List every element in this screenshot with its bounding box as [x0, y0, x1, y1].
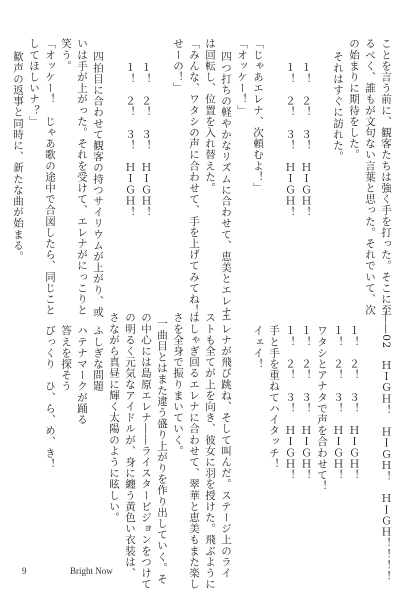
- text-line: さながら真昼に輝く太陽のように眩しい。: [108, 312, 120, 523]
- text-line: の始まりに期待をした。: [348, 38, 360, 161]
- running-title: Bright Now: [70, 566, 113, 576]
- text-line: １！ ２！ ３！ ＨＩＧＨ！: [300, 62, 312, 218]
- text-line: 歓声の返事と同時に、新たな曲が始まる。: [12, 51, 24, 262]
- song-title-line: ――02 ＨＩＧＨ！ ＨＩＧＨ！ ＨＩＧＨ！！！！: [380, 312, 392, 582]
- text-line: るべく、誰もが文句ない言葉と思った。それでいて、次: [364, 38, 376, 316]
- text-line: 「オッケー！ じゃあ歌の途中で合図したら、同じこと: [44, 38, 56, 316]
- text-line: ことを言う前に、観客たちは強く手を打った。そこに至: [380, 38, 392, 316]
- lyric-line: ハテナマークが踊る: [76, 325, 88, 425]
- lyric-line: ふしぎな問題: [92, 325, 104, 392]
- text-line: １！ ２！ ３！ ＨＩＧＨ！: [348, 325, 360, 481]
- text-line: 手と手を重ねてハイタッチ！: [268, 325, 280, 470]
- text-line: 四拍目に合わせて観客の持つサイリウムが上がり、或: [92, 51, 104, 318]
- text-line: ワタシとアナタで声を合わせて！: [316, 325, 328, 492]
- text-line: それはすぐに訪れた。: [332, 51, 344, 162]
- text-line: の明るく元気なアイドルが、身に纏う黄色い衣装は、: [124, 312, 136, 579]
- text-line: の中心には島原エレナ――ライスタービジョンをつけて: [140, 312, 152, 590]
- page-number: 9: [22, 566, 27, 576]
- text-line: いは手が上がった。それを受けて、エレナがにっこりと: [76, 38, 88, 316]
- text-line: １！ ２！ ３！ ＨＩＧＨ！: [140, 62, 152, 218]
- text-line: さを全身で振りまいていく。: [172, 312, 184, 457]
- text-line: 一曲目とはまた違う盛り上がりを作り出していく。そ: [156, 318, 168, 585]
- text-line: 「みんな、ワタシの声に合わせて、手を上げてみてね！: [188, 38, 200, 316]
- text-line: ストも全てが上を向き、彼女に羽を授けた。飛ぶように: [204, 312, 216, 590]
- text-line: １！ ２！ ３！ ＨＩＧＨ！: [332, 325, 344, 481]
- text-line: 四つ打ちの軽やかなリズムに合わせて、恵美とエレナ: [220, 51, 232, 318]
- text-line: イェイ！: [252, 325, 264, 370]
- text-line: １！ ２！ ３！ ＨＩＧＨ！: [124, 62, 136, 218]
- text-line: は回転し、位置を入れ替えた。: [204, 38, 216, 194]
- text-line: １！ ２！ ３！ ＨＩＧＨ！: [300, 325, 312, 481]
- lyric-line: びっくり ひ、ら、め、き！: [44, 325, 56, 470]
- text-line: １！ ２！ ３！ ＨＩＧＨ！: [284, 62, 296, 218]
- text-line: 「オッケー！」: [236, 38, 248, 116]
- lyric-line: 答えを探そう: [60, 325, 72, 392]
- text-line: 「じゃあエレナ、次頼むよ！」: [252, 38, 264, 194]
- text-line: はしゃぎ回るエレナに合わせて、翠華と恵美もまた楽し: [188, 312, 200, 590]
- text-line: エレナが飛び跳ね、そして叫んだ。ステージ上のライ: [220, 312, 232, 579]
- text-line: 笑う。: [60, 38, 72, 72]
- text-line: １！ ２！ ３！ ＨＩＧＨ！: [284, 325, 296, 481]
- text-line: せーの！」: [172, 38, 184, 94]
- text-line: してほしいナ？」: [28, 38, 40, 127]
